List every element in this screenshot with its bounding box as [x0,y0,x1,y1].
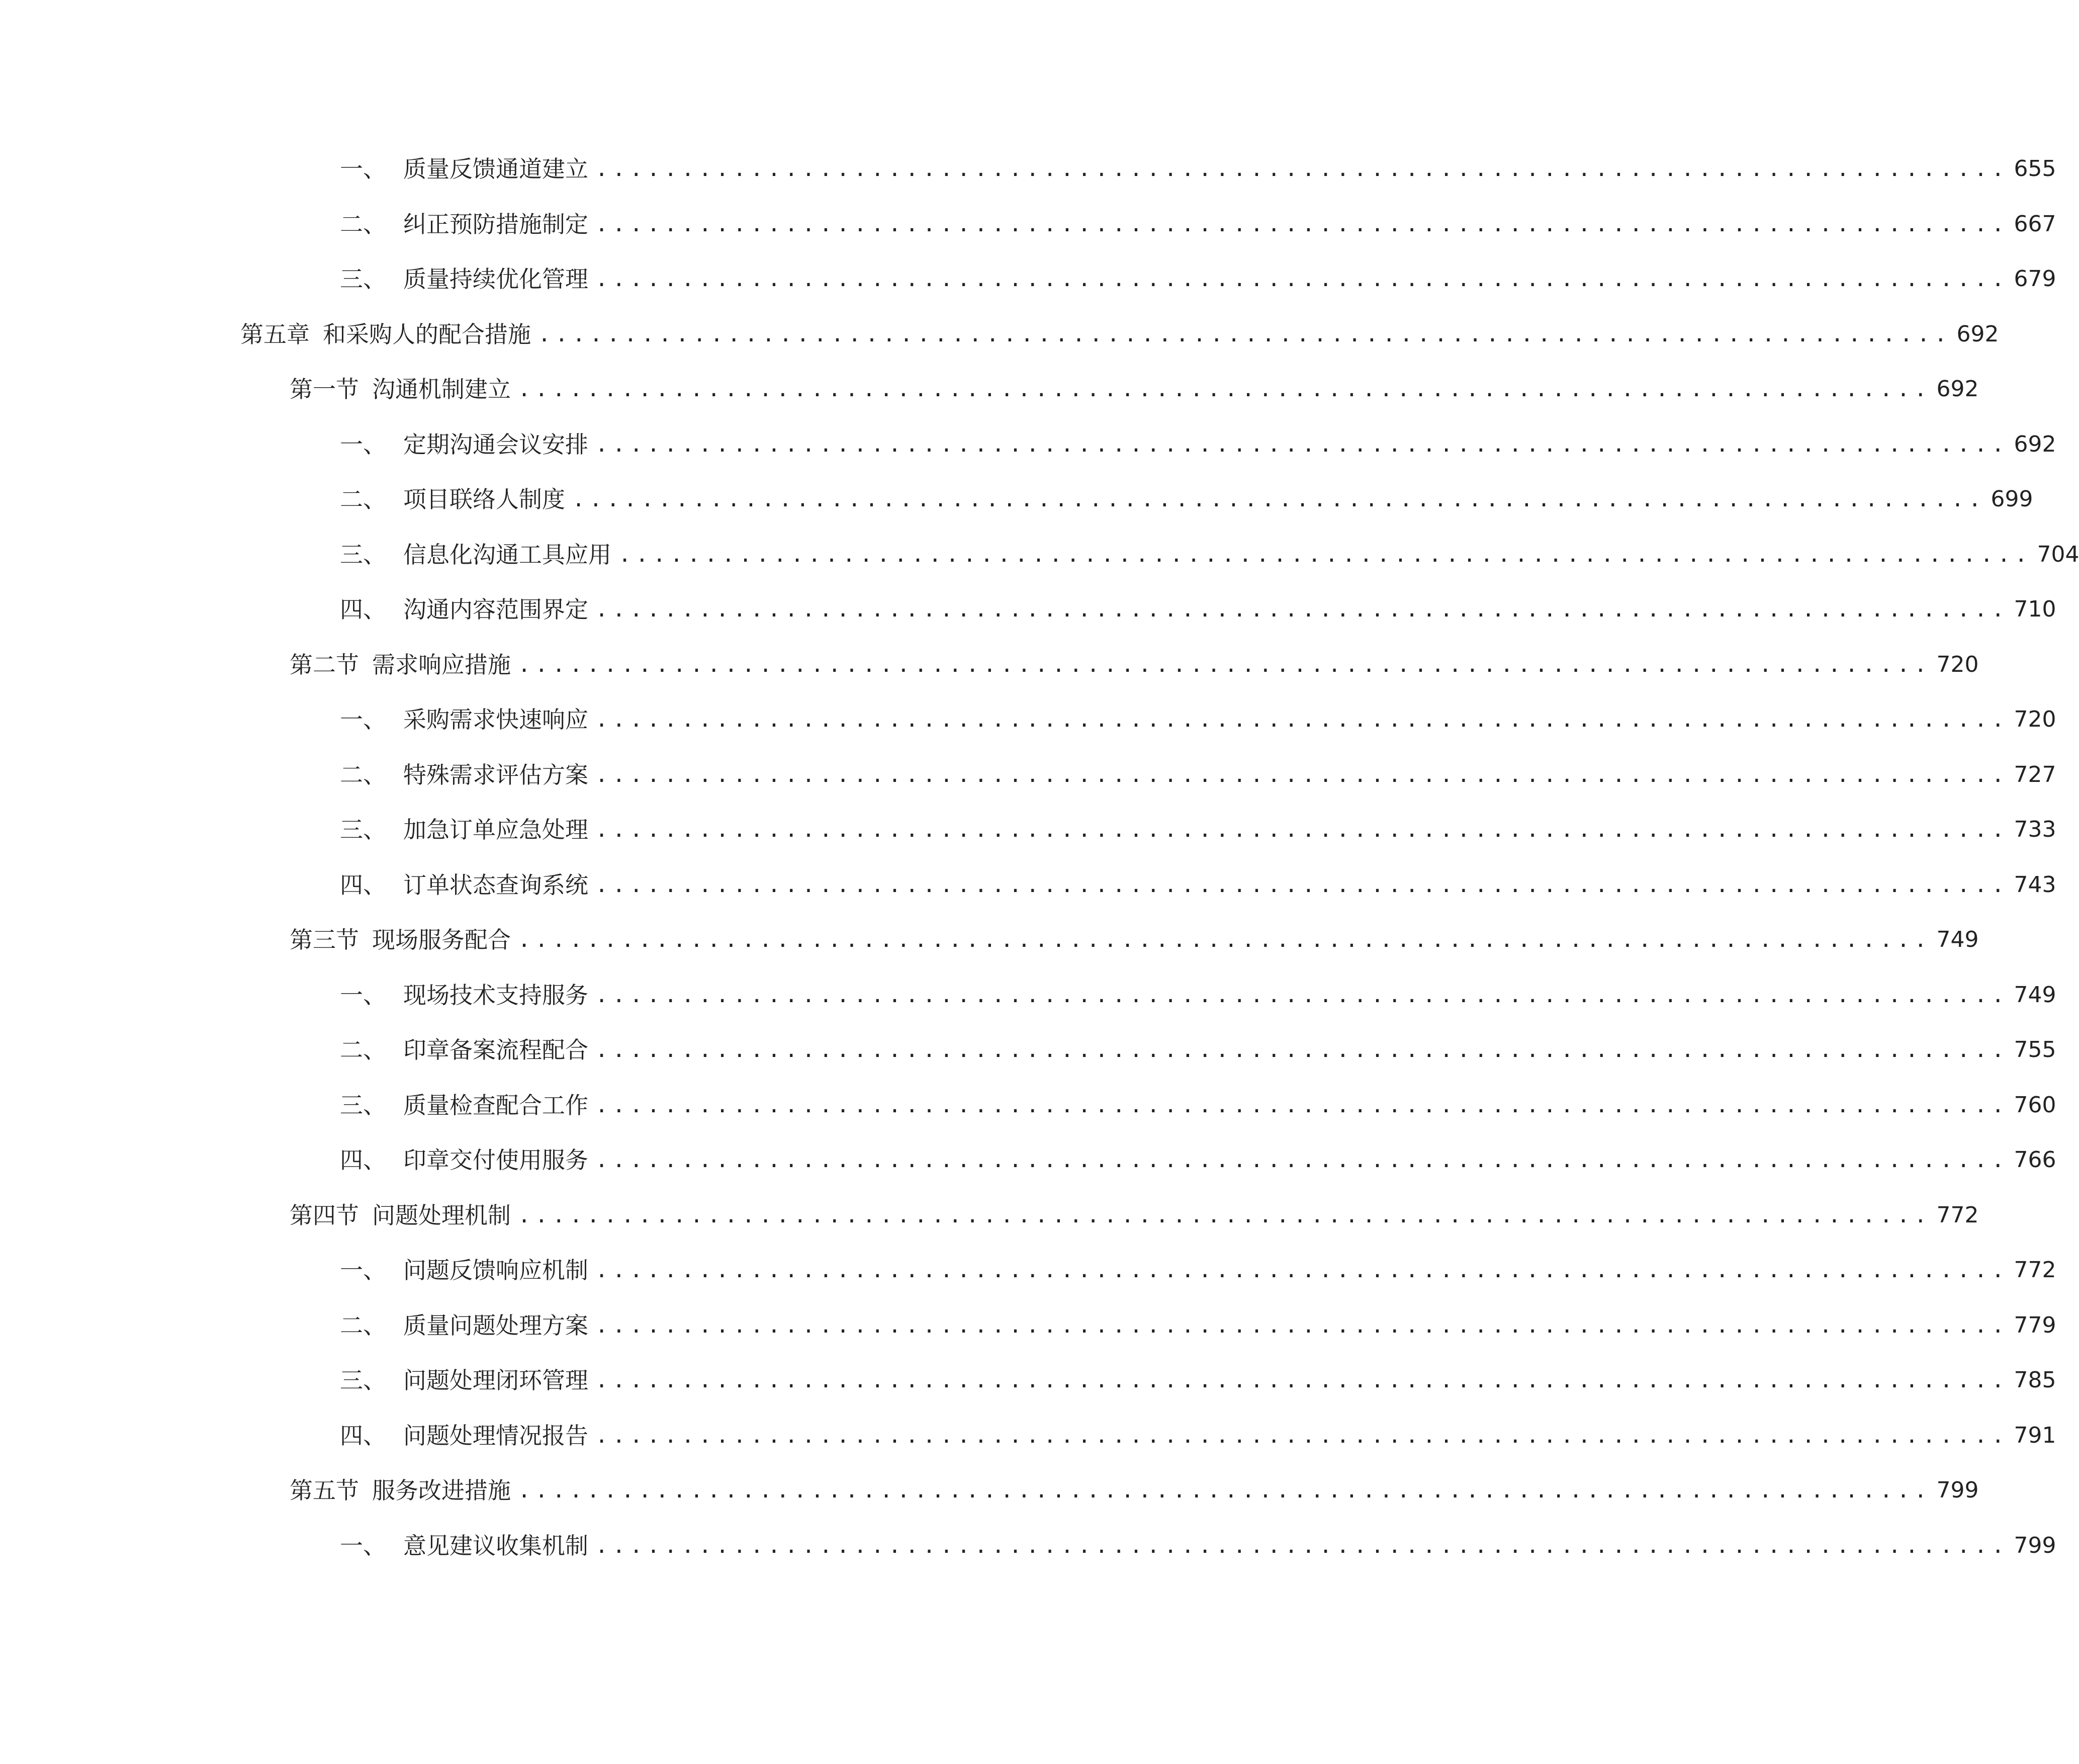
toc-entry-number: 一、 [340,155,386,183]
toc-entry-title: 采购需求快速响应 [403,706,588,733]
toc-entry-page: 785 [2014,1367,2056,1393]
toc-entry-title: 需求响应措施 [372,651,511,678]
toc-entry-number: 第三节 [290,926,359,953]
dot-leader: .................................................................................. [572,487,1986,511]
toc-entry-title: 和采购人的配合措施 [323,321,531,348]
toc-entry-number: 二、 [340,211,386,238]
toc-entry-page: 799 [2014,1533,2056,1558]
toc-entry-number: 四、 [340,1146,386,1174]
dot-leader: .................................................................................. [595,762,2009,787]
dot-leader: .................................................................................. [595,1313,2009,1338]
toc-entry-section[interactable] [290,650,1979,680]
toc-entry-chapter[interactable] [240,319,1999,349]
dot-leader: .................................................................................. [618,542,2032,567]
toc-entry-section[interactable] [290,374,1979,404]
toc-entry-page: 692 [1936,376,1979,402]
toc-entry[interactable] [340,1310,2056,1341]
dot-leader: .................................................................................. [595,1423,2009,1448]
toc-entry-page: 749 [2014,982,2056,1008]
toc-entry-title: 特殊需求评估方案 [403,761,588,788]
toc-entry-title: 质量问题处理方案 [403,1312,588,1339]
dot-leader: .................................................................................. [595,432,2009,457]
toc-entry-page: 710 [2014,596,2056,622]
toc-entry-page: 692 [2014,431,2056,457]
toc-entry-number: 三、 [340,1367,386,1394]
toc-entry-number: 四、 [340,871,386,899]
toc-entry-page: 720 [1936,652,1979,677]
dot-leader: .................................................................................. [595,212,2009,236]
toc-entry-number: 第五节 [290,1477,359,1504]
toc-entry-number: 四、 [340,596,386,623]
toc-entry-page: 699 [1991,486,2033,512]
toc-entry-number: 三、 [340,541,386,568]
toc-entry[interactable] [340,815,2056,845]
toc-entry[interactable] [340,429,2056,460]
dot-leader: .................................................................................. [595,267,2009,291]
toc-entry-page: 779 [2014,1312,2056,1338]
toc-entry-title: 定期沟通会议安排 [403,431,588,458]
toc-entry-page: 720 [2014,707,2056,732]
dot-leader: .................................................................................. [595,1148,2009,1172]
toc-entry[interactable] [340,1531,2056,1561]
toc-entry-page: 772 [1936,1202,1979,1228]
toc-entry-title: 沟通机制建立 [372,376,511,403]
toc-entry-number: 第五章 [240,321,310,348]
toc-entry-title: 问题处理情况报告 [403,1422,588,1449]
toc-entry[interactable] [340,540,2079,570]
toc-entry[interactable] [340,209,2056,239]
toc-entry[interactable] [340,704,2056,735]
toc-entry-title: 质量反馈通道建立 [403,155,588,183]
toc-entry-title: 质量持续优化管理 [403,266,588,293]
toc-entry-page: 743 [2014,872,2056,898]
toc-entry-page: 772 [2014,1257,2056,1283]
dot-leader: .................................................................................. [595,817,2009,842]
dot-leader: .................................................................................. [518,652,1932,677]
dot-leader: .................................................................................. [518,1203,1932,1227]
toc-entry-title: 项目联络人制度 [403,486,565,513]
toc-entry[interactable] [340,1365,2056,1395]
toc-entry[interactable] [340,264,2056,294]
dot-leader: .................................................................................. [595,1258,2009,1282]
toc-entry[interactable] [340,484,2033,514]
toc-entry-number: 三、 [340,1092,386,1119]
toc-entry-number: 一、 [340,982,386,1009]
toc-entry[interactable] [340,760,2056,790]
toc-entry-title: 现场服务配合 [372,926,511,953]
toc-entry[interactable] [340,154,2056,184]
toc-entry-number: 一、 [340,1257,386,1284]
toc-entry[interactable] [340,1255,2056,1285]
toc-entry[interactable] [340,594,2056,625]
toc-entry-title: 意见建议收集机制 [403,1532,588,1559]
toc-entry-page: 727 [2014,762,2056,787]
dot-leader: .................................................................................. [595,983,2009,1007]
toc-entry-page: 749 [1936,927,1979,952]
dot-leader: .................................................................................. [595,1368,2009,1392]
toc-entry-title: 订单状态查询系统 [403,871,588,899]
toc-entry-title: 纠正预防措施制定 [403,211,588,238]
toc-entry-page: 799 [1936,1477,1979,1503]
toc-entry-number: 二、 [340,1312,386,1339]
toc-entry-title: 问题反馈响应机制 [403,1257,588,1284]
toc-entry-page: 766 [2014,1147,2056,1173]
toc-entry-number: 一、 [340,1532,386,1559]
toc-entry-title: 沟通内容范围界定 [403,596,588,623]
dot-leader: .................................................................................. [595,707,2009,732]
dot-leader: .................................................................................. [595,156,2009,181]
toc-entry-number: 二、 [340,486,386,513]
dot-leader: .................................................................................. [595,1037,2009,1062]
dot-leader: .................................................................................. [595,1093,2009,1117]
toc-entry-number: 二、 [340,1036,386,1064]
toc-entry-page: 679 [2014,266,2056,292]
toc-entry-number: 第一节 [290,376,359,403]
toc-entry-title: 印章交付使用服务 [403,1146,588,1174]
dot-leader: .................................................................................. [518,377,1932,401]
toc-entry-section[interactable] [290,1200,1979,1230]
dot-leader: .................................................................................. [518,927,1932,952]
toc-entry-page: 760 [2014,1092,2056,1118]
toc-entry-title: 加急订单应急处理 [403,816,588,843]
dot-leader: .................................................................................. [595,597,2009,622]
toc-entry-title: 印章备案流程配合 [403,1036,588,1064]
dot-leader: .................................................................................. [538,322,1952,346]
dot-leader: .................................................................................. [518,1478,1932,1503]
toc-entry-page: 655 [2014,156,2056,182]
toc-entry-number: 四、 [340,1422,386,1449]
toc-entry-title: 信息化沟通工具应用 [403,541,611,568]
toc-entry[interactable] [340,1035,2056,1065]
toc-entry-number: 三、 [340,266,386,293]
toc-entry-number: 一、 [340,706,386,733]
toc-entry-number: 三、 [340,816,386,843]
toc-entry-page: 667 [2014,211,2056,237]
toc-entry-page: 733 [2014,817,2056,842]
toc-entry-number: 一、 [340,431,386,458]
toc-entry-section[interactable] [290,1475,1979,1506]
toc-entry[interactable] [340,870,2056,900]
toc-entry[interactable] [340,1145,2056,1175]
dot-leader: .................................................................................. [595,872,2009,897]
dot-leader: .................................................................................. [595,1533,2009,1558]
toc-entry-title: 问题处理闭环管理 [403,1367,588,1394]
toc-entry-number: 第四节 [290,1202,359,1229]
toc-entry-page: 704 [2037,542,2079,567]
toc-entry[interactable] [340,1090,2056,1120]
toc-entry-title: 质量检查配合工作 [403,1092,588,1119]
toc-entry-title: 服务改进措施 [372,1477,511,1504]
toc-entry-title: 现场技术支持服务 [403,982,588,1009]
toc-entry-number: 第二节 [290,651,359,678]
toc-entry-section[interactable] [290,925,1979,955]
toc-entry-page: 755 [2014,1037,2056,1063]
toc-entry[interactable] [340,1421,2056,1451]
toc-entry-page: 791 [2014,1423,2056,1448]
toc-entry-title: 问题处理机制 [372,1202,511,1229]
toc-entry-page: 692 [1956,321,1999,347]
toc-entry-number: 二、 [340,761,386,788]
toc-entry[interactable] [340,980,2056,1010]
